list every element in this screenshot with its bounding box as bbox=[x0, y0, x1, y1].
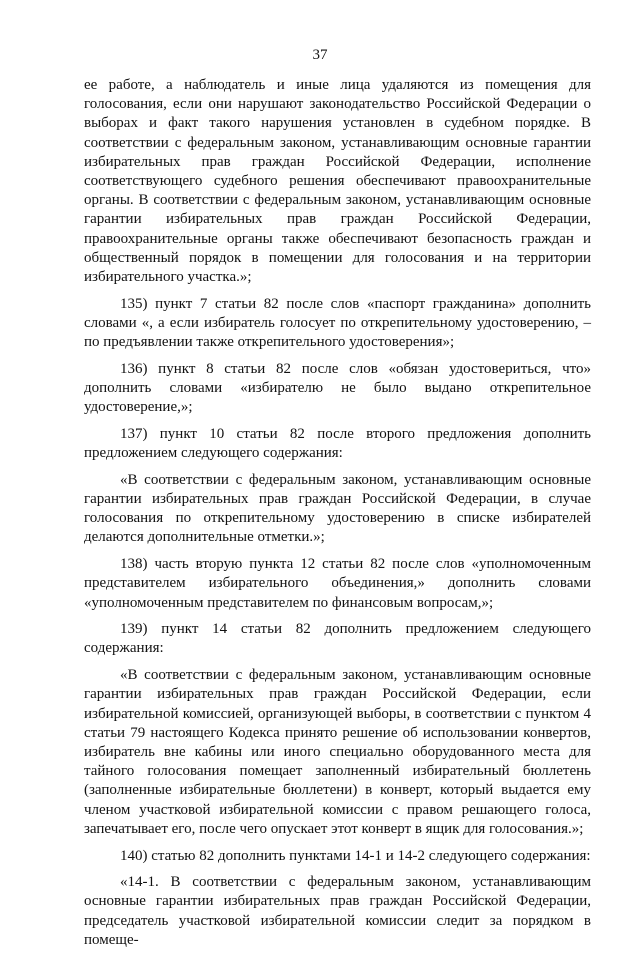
quoted-text-140: «14-1. В соответствии с федеральным законом, устанавливающим основные гарантии избирательных прав граждан Российской Федерации, председатель участковой избирательной комиссии следит за порядком в помеще- bbox=[84, 874, 591, 948]
paragraph-item-136: 136) пункт 8 статьи 82 после слов «обязан удостовериться, что» дополнить словами «избирателю не было выдано открепительное удостоверение,»; bbox=[84, 360, 591, 416]
quoted-text-139: «В соответствии с федеральным законом, устанавливающим основные гарантии избирательных прав граждан Российской Федерации, если избирательной комиссией, организующей выборы, в соответствии с пунктом 4 статьи 79 настоящего Кодекса принято решение об использовании конвертов, избиратель вне кабины или иного специально оборудованного места для тайного голосования помещает заполненный избирательный бюллетень (заполненные избирательные бюллетени) в конверт, который выдается ему членом участковой избирательной комиссии с правом решающего голоса, запечатывает его, после чего опускает этот конверт в ящик для голосования.»; bbox=[84, 667, 591, 837]
paragraph-item-139: 139) пункт 14 статьи 82 дополнить предложением следующего содержания: bbox=[84, 621, 591, 657]
paragraph-item-140: 140) статью 82 дополнить пунктами 14-1 и 14-2 следующего содержания: bbox=[120, 847, 591, 864]
page-number: 37 bbox=[312, 47, 328, 63]
paragraph-item-138: 138) часть вторую пункта 12 статьи 82 после слов «уполномоченным представителем избирательного объединения,» дополнить словами «уполномоченным представителем по финансовым вопросам,»; bbox=[84, 556, 591, 611]
paragraph-continuation: ее работе, а наблюдатель и иные лица удаляются из помещения для голосования, если они нарушают законодательство Российской Федерации о выборах и факт такого нарушения установлен в судебном порядке. В соответствии с федеральным законом, устанавливающим основные гарантии избирательных прав граждан Российской Федерации, исполнение соответствующего судебного решения обеспечивают правоохранительные органы. В соответствии с федеральным законом, устанавливающим основные гарантии избирательных прав граждан Российской Федерации, правоохранительные органы также обеспечивают безопасность граждан и общественный порядок в помещении для голосования и на территории избирательного участка.»; bbox=[84, 77, 591, 286]
document-body bbox=[84, 76, 591, 958]
paragraph-item-135: 135) пункт 7 статьи 82 после слов «паспорт гражданина» дополнить словами «, а если избиратель голосует по открепительному удостоверению, – по предъявлении также открепительного удостоверения»; bbox=[84, 295, 591, 351]
quoted-text-137: «В соответствии с федеральным законом, устанавливающим основные гарантии избирательных прав граждан Российской Федерации, в случае голосования по открепительному удостоверению в списке избирателей делаются дополнительные отметки.»; bbox=[84, 471, 591, 546]
paragraph-item-137: 137) пункт 10 статьи 82 после второго предложения дополнить предложением следующего содержания: bbox=[84, 425, 591, 462]
